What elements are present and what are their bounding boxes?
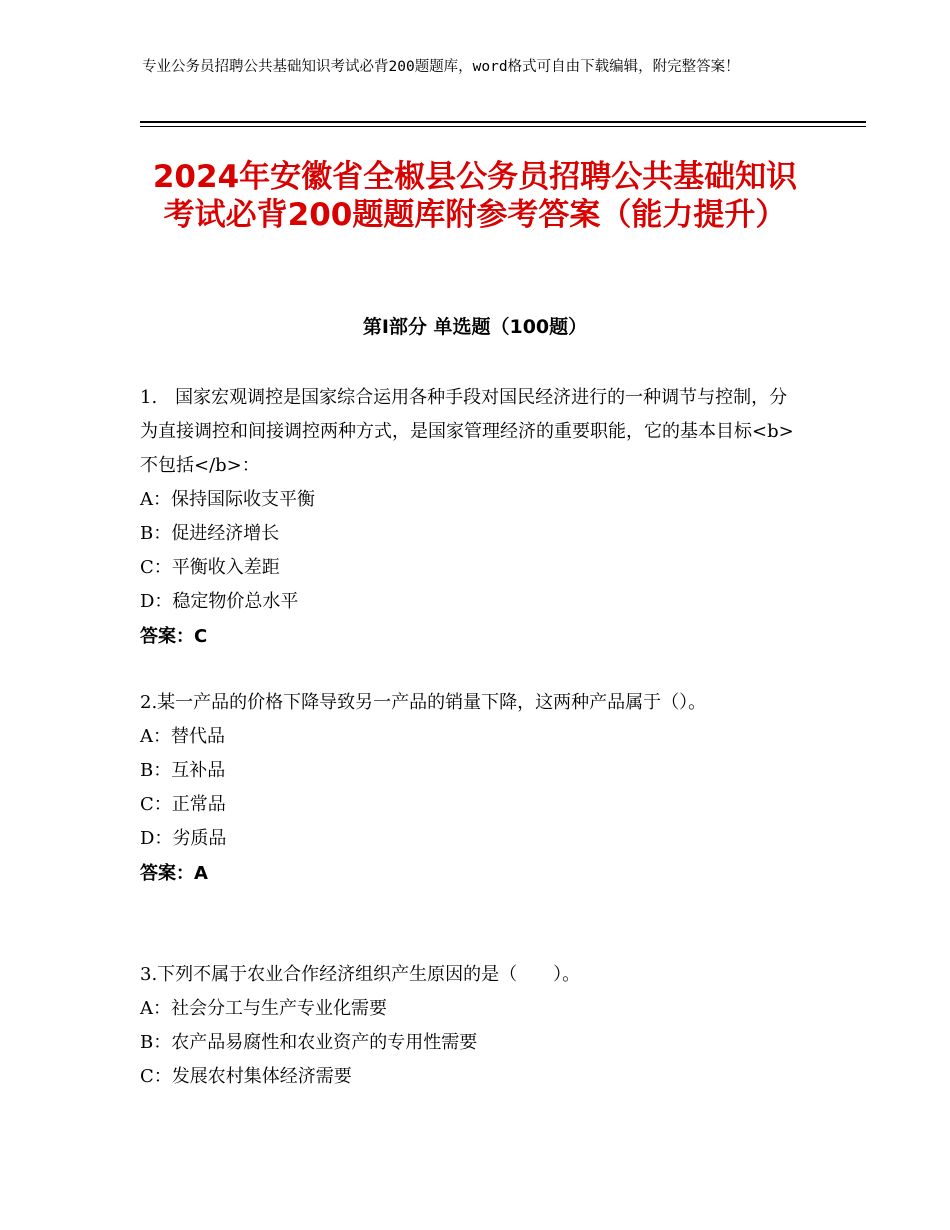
question-stem: 3.下列不属于农业合作经济组织产生原因的是（ ）。 xyxy=(140,964,581,985)
header-divider-thick xyxy=(140,121,866,123)
answer-label: 答案： xyxy=(140,863,194,884)
answer-line xyxy=(140,619,800,655)
option-a: A：替代品 xyxy=(140,726,225,747)
answer-label: 答案： xyxy=(140,626,194,647)
section-heading: 第Ⅰ部分 单选题（100题） xyxy=(362,316,588,338)
option-d: D：稳定物价总水平 xyxy=(140,591,299,612)
option-a: A：保持国际收支平衡 xyxy=(140,489,315,510)
question-3 xyxy=(140,958,800,1094)
option-d: D：劣质品 xyxy=(140,828,227,849)
option-c: C：正常品 xyxy=(140,794,226,815)
answer-value: A xyxy=(194,863,208,884)
document-title: 2024年安徽省全椒县公务员招聘公共基础知识考试必背200题题库附参考答案（能力提升） xyxy=(152,159,798,233)
header-note: 专业公务员招聘公共基础知识考试必背200题题库，word格式可自由下载编辑，附完整答案！ xyxy=(142,59,740,75)
answer-value: C xyxy=(194,626,208,647)
option-b: B：农产品易腐性和农业资产的专用性需要 xyxy=(140,1032,478,1053)
option-c: C：平衡收入差距 xyxy=(140,557,280,578)
question-stem: 1. 国家宏观调控是国家综合运用各种手段对国民经济进行的一种调节与控制，分为直接调控和间接调控两种方式，是国家管理经济的重要职能，它的基本目标<b>不包括</b>： xyxy=(140,387,794,476)
option-a: A：社会分工与生产专业化需要 xyxy=(140,998,387,1019)
option-b: B：互补品 xyxy=(140,760,226,781)
question-2 xyxy=(140,686,800,892)
answer-line xyxy=(140,856,800,892)
option-c: C：发展农村集体经济需要 xyxy=(140,1066,352,1087)
header-divider-thin xyxy=(140,126,866,127)
option-b: B：促进经济增长 xyxy=(140,523,280,544)
question-1 xyxy=(140,381,800,655)
question-stem: 2.某一产品的价格下降导致另一产品的销量下降，这两种产品属于（）。 xyxy=(140,692,707,713)
